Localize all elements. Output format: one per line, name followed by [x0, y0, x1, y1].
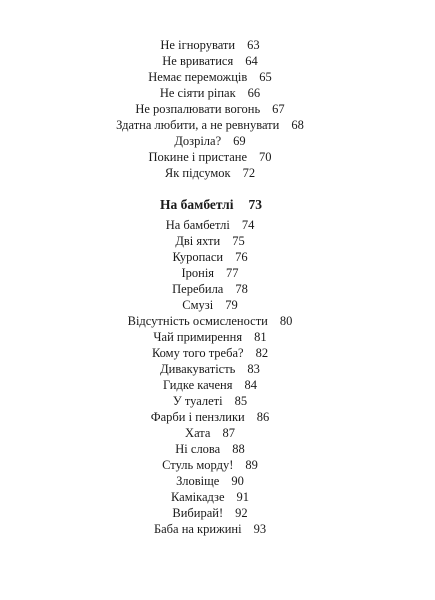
toc-entry: [0, 425, 435, 441]
toc-entry-title: Чай примирення: [153, 330, 243, 344]
toc-entry: [0, 165, 435, 181]
toc-entry: [0, 473, 435, 489]
toc-entry-title: Куропаси: [172, 250, 224, 264]
toc-entry: [0, 345, 435, 361]
toc-entry: [0, 521, 435, 537]
toc-entry-page: 70: [259, 150, 272, 164]
toc-entry-title: Іронія: [181, 266, 215, 280]
toc-entry: [0, 133, 435, 149]
toc-entry: [0, 149, 435, 165]
toc-entry-title: Не вриватися: [162, 54, 234, 68]
toc-entry-page: 76: [235, 250, 248, 264]
toc-entry-page: 92: [235, 506, 248, 520]
toc-entry: [0, 37, 435, 53]
toc-entry-page: 67: [272, 102, 285, 116]
toc-entry-page: 89: [245, 458, 258, 472]
toc-entry-page: 93: [253, 522, 267, 536]
toc-entry: [0, 85, 435, 101]
toc-entry: [0, 393, 435, 409]
toc-entry-title: Смузі: [182, 298, 214, 312]
toc-entry-page: 90: [231, 474, 244, 488]
toc-entry-page: 80: [279, 314, 293, 328]
toc-entry-title: Не ігнорувати: [160, 38, 236, 52]
toc-entry-title: Немає переможців: [148, 70, 248, 84]
toc-entry-page: 75: [232, 234, 245, 248]
toc-entry-page: 83: [247, 362, 260, 376]
toc-entry-page: 88: [232, 442, 245, 456]
toc-entry-page: 79: [225, 298, 238, 312]
toc-entry-page: 87: [222, 426, 235, 440]
toc-entry: [0, 313, 435, 329]
toc-entry-page: 91: [236, 490, 250, 504]
toc-entry-page: 64: [245, 54, 258, 68]
toc-entry-title: Баба на крижині: [153, 522, 242, 536]
toc-entry: [0, 233, 435, 249]
toc-entry-title: Дивакуватість: [160, 362, 236, 376]
toc-entry: [0, 217, 435, 233]
toc-entry: [0, 377, 435, 393]
toc-entry-title: Дві яхти: [175, 234, 221, 248]
toc-entry-page: 65: [259, 70, 272, 84]
toc-entry-title: У туалеті: [172, 394, 223, 408]
toc-entry-title: Перебила: [172, 282, 224, 296]
toc-entry-title: Вибирай!: [172, 506, 224, 520]
toc-entry-page: 85: [234, 394, 248, 408]
toc-entry-title: Фарби і пензлики: [150, 410, 245, 424]
toc-entry-page: 84: [244, 378, 257, 392]
toc-entry-page: 63: [247, 38, 260, 52]
toc-entry-title: Не розпалювати вогонь: [135, 102, 261, 116]
toc-entry-title: Покине і пристане: [148, 150, 248, 164]
toc-entry-title: Дозріла?: [174, 134, 222, 148]
toc-entry-page: 82: [255, 346, 269, 360]
toc-entry: [0, 409, 435, 425]
toc-entry: [0, 117, 435, 133]
toc-entry-page: 69: [233, 134, 246, 148]
toc-entry-title: Стуль морду!: [162, 458, 234, 472]
toc-entry: [0, 457, 435, 473]
toc-entry-page: 77: [226, 266, 239, 280]
toc-section-title: На бамбетлі: [159, 197, 234, 212]
toc-entry: [0, 281, 435, 297]
toc-entry-title: Відсутність осмислености: [127, 314, 268, 328]
toc-entry-title: Камікадзе: [170, 490, 225, 504]
toc-entry-page: 78: [235, 282, 248, 296]
toc-entry-title: На бамбетлі: [165, 218, 230, 232]
toc-entry-page: 72: [242, 166, 256, 180]
toc-entry: [0, 505, 435, 521]
toc-entry-title: Ні слова: [175, 442, 221, 456]
toc-entry: [0, 489, 435, 505]
toc-entry-page: 66: [247, 86, 261, 100]
toc-section-heading: [0, 197, 435, 213]
toc-entry-title: Гидке каченя: [163, 378, 233, 392]
toc-entry: [0, 297, 435, 313]
toc-entry-page: 81: [254, 330, 267, 344]
toc-entry-page: 68: [291, 118, 304, 132]
toc-entry: [0, 69, 435, 85]
toc-entry: [0, 265, 435, 281]
toc-entry-title: Як підсумок: [164, 166, 231, 180]
toc-entry-title: Кому того треба?: [151, 346, 244, 360]
toc-entry-page: 74: [241, 218, 255, 232]
toc-entry-page: 86: [256, 410, 270, 424]
toc-entry: [0, 249, 435, 265]
toc-entry: [0, 441, 435, 457]
toc-entry: [0, 101, 435, 117]
toc-entry-title: Хата: [185, 426, 211, 440]
toc-entry-title: Зловіще: [176, 474, 220, 488]
toc-entry: [0, 53, 435, 69]
toc-entry-title: Не сіяти ріпак: [159, 86, 236, 100]
toc-entry: [0, 361, 435, 377]
toc-section-page: 73: [248, 197, 263, 212]
toc-entry-title: Здатна любити, а не ревнувати: [116, 118, 280, 132]
toc-entry: [0, 329, 435, 345]
